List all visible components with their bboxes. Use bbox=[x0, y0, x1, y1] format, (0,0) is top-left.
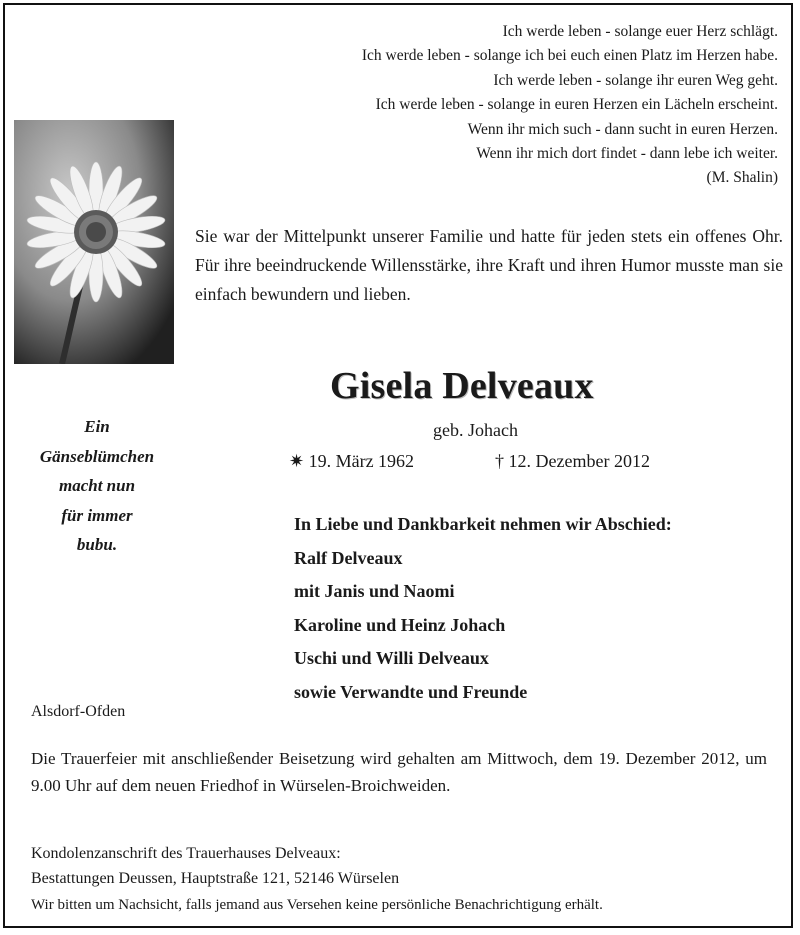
born-name: geb. Johach bbox=[433, 420, 518, 440]
farewell-heading: In Liebe und Dankbarkeit nehmen wir Abschied: bbox=[294, 514, 672, 534]
poem-author: (M. Shalin) bbox=[706, 169, 778, 187]
place-name: Alsdorf-Ofden bbox=[31, 703, 126, 720]
mourner-line: Ralf Delveaux bbox=[294, 547, 403, 568]
poem-line: Ich werde leben - solange ihr euren Weg geht. bbox=[493, 71, 778, 89]
daisy-flower-icon bbox=[14, 120, 174, 364]
service-info: Die Trauerfeier mit anschließender Beisetzung wird gehalten am Mittwoch, dem 19. Dezember 2012, um 9.00 Uhr auf dem neuen Friedhof in Würselen-Broichweiden. bbox=[31, 749, 767, 795]
deceased-name: Gisela Delveaux bbox=[330, 365, 594, 407]
mourner-line: sowie Verwandte und Freunde bbox=[294, 681, 528, 702]
side-note bbox=[22, 412, 172, 560]
side-note-line: bubu. bbox=[76, 535, 118, 554]
poem-line: Ich werde leben - solange in euren Herzen ein Lächeln erscheint. bbox=[375, 96, 778, 114]
condolence-address bbox=[31, 841, 399, 891]
intro-text: Sie war der Mittelpunkt unserer Familie und hatte für jeden stets ein offenes Ohr. Für ihre beeindruckende Willensstärke, ihre Kraft und ihren Humor musste man sie einfach bewundern und lieben. bbox=[195, 226, 783, 304]
death-date: † 12. Dezember 2012 bbox=[495, 451, 650, 471]
mourner-line: mit Janis und Naomi bbox=[294, 581, 455, 601]
birth-date: ✷ 19. März 1962 bbox=[289, 451, 415, 471]
daisy-photo bbox=[14, 120, 174, 364]
mourner-line: Uschi und Willi Delveaux bbox=[294, 648, 489, 668]
poem-line: Wenn ihr mich such - dann sucht in euren Herzen. bbox=[467, 120, 778, 138]
mourners-list bbox=[294, 508, 672, 709]
address-line: Bestattungen Deussen, Hauptstraße 121, 52146 Würselen bbox=[31, 870, 400, 887]
poem-line: Ich werde leben - solange ich bei euch einen Platz im Herzen habe. bbox=[361, 47, 778, 65]
mourner-line: Karoline und Heinz Johach bbox=[294, 614, 506, 635]
footnote: Wir bitten um Nachsicht, falls jemand aus Versehen keine persönliche Benachrichtigung erhält. bbox=[31, 897, 603, 913]
poem-line: Wenn ihr mich dort findet - dann lebe ich weiter. bbox=[476, 145, 778, 163]
side-note-line: macht nun bbox=[58, 476, 136, 495]
poem-line: Ich werde leben - solange euer Herz schlägt. bbox=[502, 23, 778, 40]
side-note-line: Ein bbox=[84, 417, 110, 436]
side-note-line: für immer bbox=[61, 505, 133, 525]
address-line: Kondolenzanschrift des Trauerhauses Delveaux: bbox=[31, 845, 341, 862]
side-note-line: Gänseblümchen bbox=[39, 446, 155, 466]
poem bbox=[218, 20, 778, 191]
